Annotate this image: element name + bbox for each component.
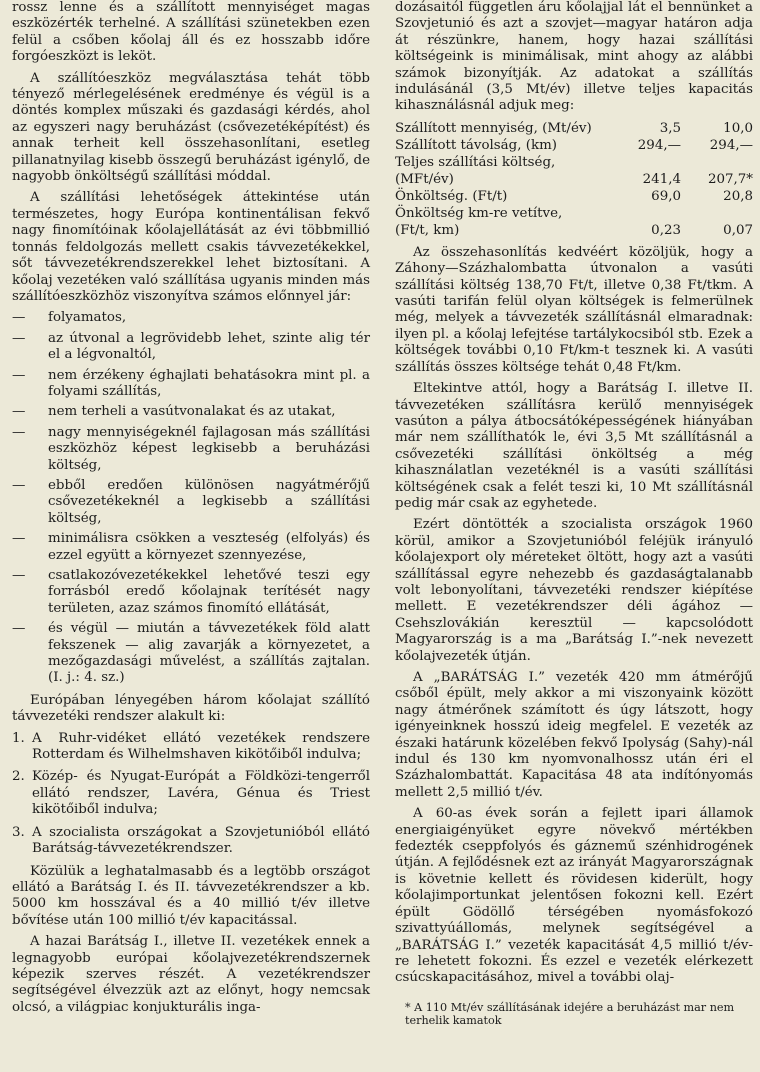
list-item: — ebből eredően különösen nagyátmérőjű csővezetékeknél a legkisebb a szállítási költség, [12, 477, 370, 526]
paragraph: Közülük a leghatalmasabb és a legtöbb országot ellátó a Barátság I. és II. távvezetékrendszer a kb. 5000 km hosszával és a 40 millió t/év illetve bővítése után 100 millió t/év kapacitással. [12, 863, 370, 928]
table-row: Önköltség km-re vetítve, [395, 205, 563, 221]
footnote: * A 110 Mt/év szállításának idejére a beruházást mar nem terhelik kamatok [405, 1000, 735, 1027]
dash-mark: — [12, 531, 26, 547]
dash-mark: — [12, 621, 26, 637]
table-row: (Ft/t, km) 0,23 0,07 [395, 222, 753, 238]
list-item: — nagy mennyiségeknél fajlagosan más szállítási eszközhöz képest legkisebb a beruházási költség, [12, 424, 370, 473]
paragraph: A „BARÁTSÁG I.” vezeték 420 mm átmérőjű csőből épült, mely akkor a mi viszonyaink között nagy átmérőnek számított és úgy látszott, hogy igényeinknek hosszú ideig megfelel. E vezeték az északi határunk közelében fekvő Ipolyság (Sahy)-nál indul és 130 km nyomvonalhossz után éri el Százhalombattát. Kapacitása 48 ata indítónyomás mellett 2,5 millió t/év. [395, 670, 753, 800]
paragraph: Eltekintve attól, hogy a Barátság I. illetve II. távvezetéken szállításra kerülő mennyiségek vasúton a pálya átbocsátóképességének hiányában már nem szállíthatók le, évi 3,5 Mt szállításnál a csővezetéki szállítási önköltség a még kihasználatlan vezetéknél is a vasúti szállítási költségének csak a felét teszi ki, 10 Mt szállításnál pedig már csak az egyhetede. [395, 381, 753, 511]
paragraph: Ezért döntötték a szocialista országok 1960 körül, amikor a Szovjetunióból feléjük irányuló kőolajexport oly méreteket öltött, hogy azt a vasúti szállítással egyre nehezebb és gazdaságtalanabb volt lebonyolítani, távvezetéki rendszer kiépítése mellett. E vezetékrendszer déli ágához — Csehszlovákián keresztül — kapcsolódott Magyarország is a ma „Barátság I.”-nek nevezett kőolajvezeték útján. [395, 517, 753, 664]
right-column [395, 0, 753, 1027]
paragraph: rossz lenne és a szállított mennyiséget magas eszközérték terhelné. A szállítási szünetekben ezen felül a csőben kőolaj áll és ez hosszabb időre forgóeszközt is leköt. [12, 0, 370, 65]
list-item: — folyamatos, [12, 310, 127, 326]
paragraph: Az összehasonlítás kedvéért közöljük, hogy a Záhony—Százhalombatta útvonalon a vasúti szállítási költség 138,70 Ft/t, illetve 0,38 Ft/tkm. A vasúti tarifán felül olyan költségek is felmerülnek még, melyek a távvezeték szállításnál elmaradnak: ilyen pl. a kőolaj lefejtése tartálykocsiból stb. Ezek a költségek további 0,10 Ft/km-t tesznek ki. A vasúti szállítás összes költsége tehát 0,48 Ft/km. [395, 244, 753, 375]
paragraph: Európában lényegében három kőolajat szállító távvezetéki rendszer alakult ki: [12, 692, 370, 725]
list-item: — az útvonal a legrövidebb lehet, szinte alig tér el a légvonaltól, [12, 330, 370, 363]
dash-mark: — [12, 477, 26, 493]
dash-mark: — [12, 404, 26, 420]
list-item: 1. A Ruhr-vidéket ellátó vezetékek rendszere Rotterdam és Wilhelmshaven kikötőiből indulva; [12, 730, 370, 763]
dash-mark: — [12, 310, 26, 326]
paragraph: dozásaitól független áru kőolajjal lát el bennünket a Szovjetunió és azt a szovjet—magyar határon adja át részünkre, hanem, hogy hazai szállítási költségeink is minimálisak, mint ahogy az alábbi számok bizonyítják. Az adatokat a szállítás indulásánál (3,5 Mt/év) illetve teljes kapacitás kihasználásnál adjuk meg: [395, 0, 753, 114]
paragraph: A szállítóeszköz megválasztása tehát több tényező mérlegelésének eredménye és végül is a döntés komplex műszaki és gazdasági kérdés, ahol az egyszeri nagy beruházást (csővezetéképítést) és annak terheit kell összehasonlítani, esetleg pillanatnyilag kisebb összegű beruházást igénylő, de nagyobb önköltségű szállítási móddal. [12, 70, 370, 185]
cost-table [395, 120, 753, 239]
table-row: Szállított mennyiség, (Mt/év) 3,5 10,0 [395, 120, 753, 136]
list-number: 2. [12, 769, 25, 785]
left-column [12, 0, 370, 1021]
paragraph: A 60-as évek során a fejlett ipari államok energiaigényüket egyre növekvő mértékben fedezték cseppfolyós és gáznemű szénhidrogének útján. A fejlődésnek ezt az irányát Magyarországnak is követnie kellett és rövidesen kiderült, hogy kőolajimportunkat jelentősen fokozni kell. Ezért épült Gödöllő térségében nyomásfokozó szivattyúállomás, melynek segítségével a „BARÁTSÁG I.” vezeték kapacitását 4,5 millió t/év-re lehetett fokozni. És ezzel e vezeték elérkezett csúcskapacitásához, mivel a további olaj- [395, 806, 753, 986]
list-item: — nem érzékeny éghajlati behatásokra mint pl. a folyami szállítás, [12, 367, 370, 399]
advantages-list [12, 310, 370, 687]
paragraph: A hazai Barátság I., illetve II. vezetékek ennek a legnagyobb európai kőolajvezetékrendszernek képezik szerves részét. A vezetékrendszer segítségével élvezzük azt az előnyt, hogy nemcsak olcsó, a világpiac konjukturális inga- [12, 934, 370, 1015]
dash-mark: — [12, 367, 26, 383]
table-row: Teljes szállítási költség, [395, 154, 556, 170]
list-item: — minimálisra csökken a veszteség (elfolyás) és ezzel együtt a környezet szennyezése, [12, 531, 370, 563]
paragraph: A szállítási lehetőségek áttekintése után természetes, hogy Európa kontinentálisan fekvő nagy finomítóinak kőolajellátását az évi többmillió tonnás feldolgozás mellett csakis távvezetékekkel, sőt távvezetékrendszerekkel lehet biztosítani. A kőolaj vezetéken való szállítása ugyanis minden más szállítóeszközhöz viszonyítva számos előnnyel jár: [12, 190, 370, 304]
table-row: (MFt/év) 241,4 207,7* [395, 171, 753, 187]
list-item: — csatlakozóvezetékekkel lehetővé teszi egy forrásból eredő kőolajnak terítését nagy területen, azaz számos finomító ellátását, [12, 568, 370, 616]
list-item: 3. A szocialista országokat a Szovjetunióból ellátó Barátság-távvezetékrendszer. [12, 824, 370, 857]
list-number: 3. [12, 824, 25, 840]
dash-mark: — [12, 330, 26, 346]
list-item: — nem terheli a vasútvonalakat és az utakat, [12, 404, 336, 420]
list-item: 2. Közép- és Nyugat-Európát a Földközi-tengerről ellátó rendszer, Lavéra, Génua és Triest kikötőiből indulva; [12, 769, 370, 818]
table-row: Szállított távolság, (km) 294,— 294,— [395, 137, 753, 153]
list-number: 1. [12, 730, 25, 746]
dash-mark: — [12, 568, 26, 583]
list-item: — és végül — miután a távvezetékek föld alatt fekszenek — alig zavarják a környezetet, a mezőgazdasági művelést, a szállítás zajtalan. (I. j.: 4. sz.) [12, 621, 370, 686]
table-row: Önköltség. (Ft/t) 69,0 20,8 [395, 188, 753, 204]
pipeline-systems-list [12, 731, 370, 858]
dash-mark: — [12, 424, 26, 440]
